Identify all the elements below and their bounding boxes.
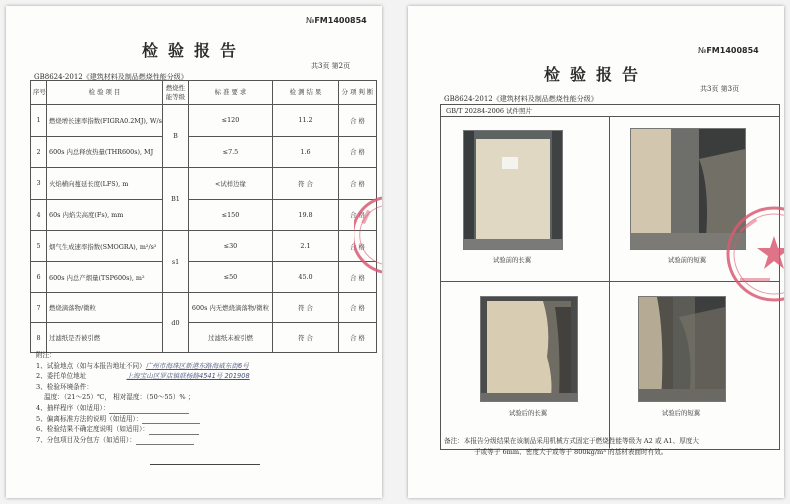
photo-before-long-wing xyxy=(463,130,563,250)
note-7-label: 7、分包项目及分包方（如适用）： xyxy=(36,435,136,444)
header-no: 序号 xyxy=(31,81,47,105)
row-verdict: 合 格 xyxy=(339,199,377,231)
page-indicator: 共3页 第2页 xyxy=(311,62,351,70)
note-3-label: 3、检验环境条件： xyxy=(36,382,93,391)
header-verdict: 分 项 判 断 xyxy=(339,81,377,105)
row-result: 45.0 xyxy=(273,262,339,293)
note-3 xyxy=(36,382,366,393)
note-3-value: 温度：（21～25）℃， 相对湿度：（50～55）% ； xyxy=(44,393,195,402)
row-no: 4 xyxy=(31,199,47,231)
row-result: 2.1 xyxy=(273,231,339,262)
row-verdict: 合 格 xyxy=(339,105,377,137)
row-no: 5 xyxy=(31,231,47,262)
document-number: №FM1400854 xyxy=(698,46,759,55)
table-row xyxy=(31,168,377,200)
notes-section xyxy=(36,350,366,445)
table-row xyxy=(31,231,377,262)
table-header-row xyxy=(31,81,377,105)
footnote-line-1: 备注：本报告分级结果在该制品采用机械方式固定于燃烧性能等级为 A2 或 A1、厚度大 xyxy=(444,437,699,445)
grade-b: B xyxy=(163,105,188,168)
row-item: 燃烧滴落物/微粒 xyxy=(47,293,163,323)
page-indicator: 共3页 第3页 xyxy=(700,85,740,93)
grade-s1: s1 xyxy=(163,231,189,293)
document-number: №FM1400854 xyxy=(306,16,367,25)
row-verdict: 合 格 xyxy=(339,262,377,293)
photo-grid-divider xyxy=(440,116,780,117)
row-requirement: <试样边缘 xyxy=(189,168,273,200)
header-item: 检 验 项 目 xyxy=(47,81,163,105)
row-result: 11.2 xyxy=(273,105,339,137)
row-no: 8 xyxy=(31,323,47,353)
row-requirement: ≤30 xyxy=(189,231,273,262)
note-4-blank xyxy=(109,405,189,414)
grade-b1: B1 xyxy=(171,195,180,203)
note-6 xyxy=(36,424,366,435)
row-verdict: 合 格 xyxy=(339,231,377,262)
row-no: 2 xyxy=(31,136,47,168)
footnote-line-2: 于或等于 6mm、密度大于或等于 800kg/m³ 的基材表面时有效。 xyxy=(474,448,668,456)
row-item: 60s 内焰尖高度(Fs), mm xyxy=(47,199,163,231)
photo-grid-divider xyxy=(609,116,610,448)
row-verdict: 合 格 xyxy=(339,136,377,168)
note-7 xyxy=(36,435,366,446)
note-2-value: 上海宝山区罗店镇联杨路4541号 201908 xyxy=(126,372,250,381)
report-page-2 xyxy=(6,6,382,498)
note-4 xyxy=(36,403,366,414)
inspection-seal-fragment-icon xyxy=(354,196,382,278)
row-item: 烟气生成速率指数(SMOGRA), m²/s² xyxy=(47,231,163,262)
row-result: 1.6 xyxy=(273,136,339,168)
row-result: 19.8 xyxy=(273,199,339,231)
note-1 xyxy=(36,361,366,372)
row-item: 600s 内总释放热量(THR600s), MJ xyxy=(47,136,163,168)
row-item: 火焰横向蔓延长度(LFS), m xyxy=(47,168,163,200)
header-result: 检 测 结 果 xyxy=(273,81,339,105)
note-7-blank xyxy=(136,436,194,445)
end-of-report-line xyxy=(150,464,260,465)
note-1-label: 1、试验地点（如与本报告地址不同） xyxy=(36,361,146,370)
row-requirement: ≤7.5 xyxy=(189,136,273,168)
caption-before-long-wing: 试验前的长翼 xyxy=(492,256,532,264)
row-no: 7 xyxy=(31,293,47,323)
test-results-table xyxy=(30,80,377,353)
caption-after-long-wing: 试验后的长翼 xyxy=(508,409,548,417)
row-requirement: ≤120 xyxy=(189,105,273,137)
row-verdict: 合 格 xyxy=(339,293,377,323)
row-no: 1 xyxy=(31,105,47,137)
standard-reference: GB8624-2012《建筑材料及制品燃烧性能分级》 xyxy=(34,73,188,81)
note-5-label: 5、偏离标准方法的说明（如适用）： xyxy=(36,414,143,423)
note-5-blank xyxy=(142,415,200,424)
grade-cell-b xyxy=(163,105,189,231)
row-item: 过滤纸是否被引燃 xyxy=(47,323,163,353)
note-6-label: 6、检验结果不确定度说明（如适用）： xyxy=(36,425,149,434)
row-requirement: 600s 内无燃烧滴落物/微粒 xyxy=(189,293,273,323)
caption-after-short-wing: 试验后的短翼 xyxy=(661,409,701,417)
standard-reference: GB8624-2012《建筑材料及制品燃烧性能分级》 xyxy=(444,95,598,103)
row-result: 符 合 xyxy=(273,293,339,323)
row-item: 燃烧增长速率指数(FIGRA0.2MJ), W/s xyxy=(47,105,163,137)
row-result: 符 合 xyxy=(273,323,339,353)
note-4-label: 4、抽样程序（如适用）： xyxy=(36,403,110,412)
row-verdict: 合 格 xyxy=(339,168,377,200)
header-requirement: 标 准 要 求 xyxy=(189,81,273,105)
row-requirement: ≤50 xyxy=(189,262,273,293)
header-grade: 燃烧性能等级 xyxy=(163,81,189,105)
note-2-label: 2、委托单位地址 xyxy=(36,372,87,381)
row-result: 符 合 xyxy=(273,168,339,200)
row-no: 3 xyxy=(31,168,47,200)
table-row xyxy=(31,262,377,293)
note-5 xyxy=(36,414,366,425)
table-row xyxy=(31,136,377,168)
photo-after-short-wing xyxy=(638,296,726,402)
photo-after-long-wing xyxy=(480,296,578,402)
table-row xyxy=(31,293,377,323)
note-1-value: 广州市海珠区新港东路海威东街6号 xyxy=(145,361,249,370)
note-2 xyxy=(36,371,366,382)
table-row xyxy=(31,199,377,231)
report-title: 检验报告 xyxy=(543,65,648,84)
note-3-value-row xyxy=(36,392,366,403)
notes-heading: 附注： xyxy=(36,351,56,359)
caption-before-short-wing: 试验前的短翼 xyxy=(667,256,707,264)
row-item: 600s 内总产烟量(TSP600s), m² xyxy=(47,262,163,293)
row-verdict: 合 格 xyxy=(339,323,377,353)
row-requirement: ≤150 xyxy=(189,199,273,231)
row-requirement: 过滤纸未被引燃 xyxy=(189,323,273,353)
row-no: 6 xyxy=(31,262,47,293)
note-6-blank xyxy=(149,426,199,435)
footnote xyxy=(444,436,699,458)
report-title: 检验报告 xyxy=(141,41,246,60)
inspection-seal-icon xyxy=(722,202,784,310)
grade-d0: d0 xyxy=(163,293,189,353)
report-page-3 xyxy=(408,6,784,498)
table-row xyxy=(31,323,377,353)
photo-section-title: GB/T 20284-2006 试件照片 xyxy=(446,107,533,115)
table-row xyxy=(31,105,377,137)
